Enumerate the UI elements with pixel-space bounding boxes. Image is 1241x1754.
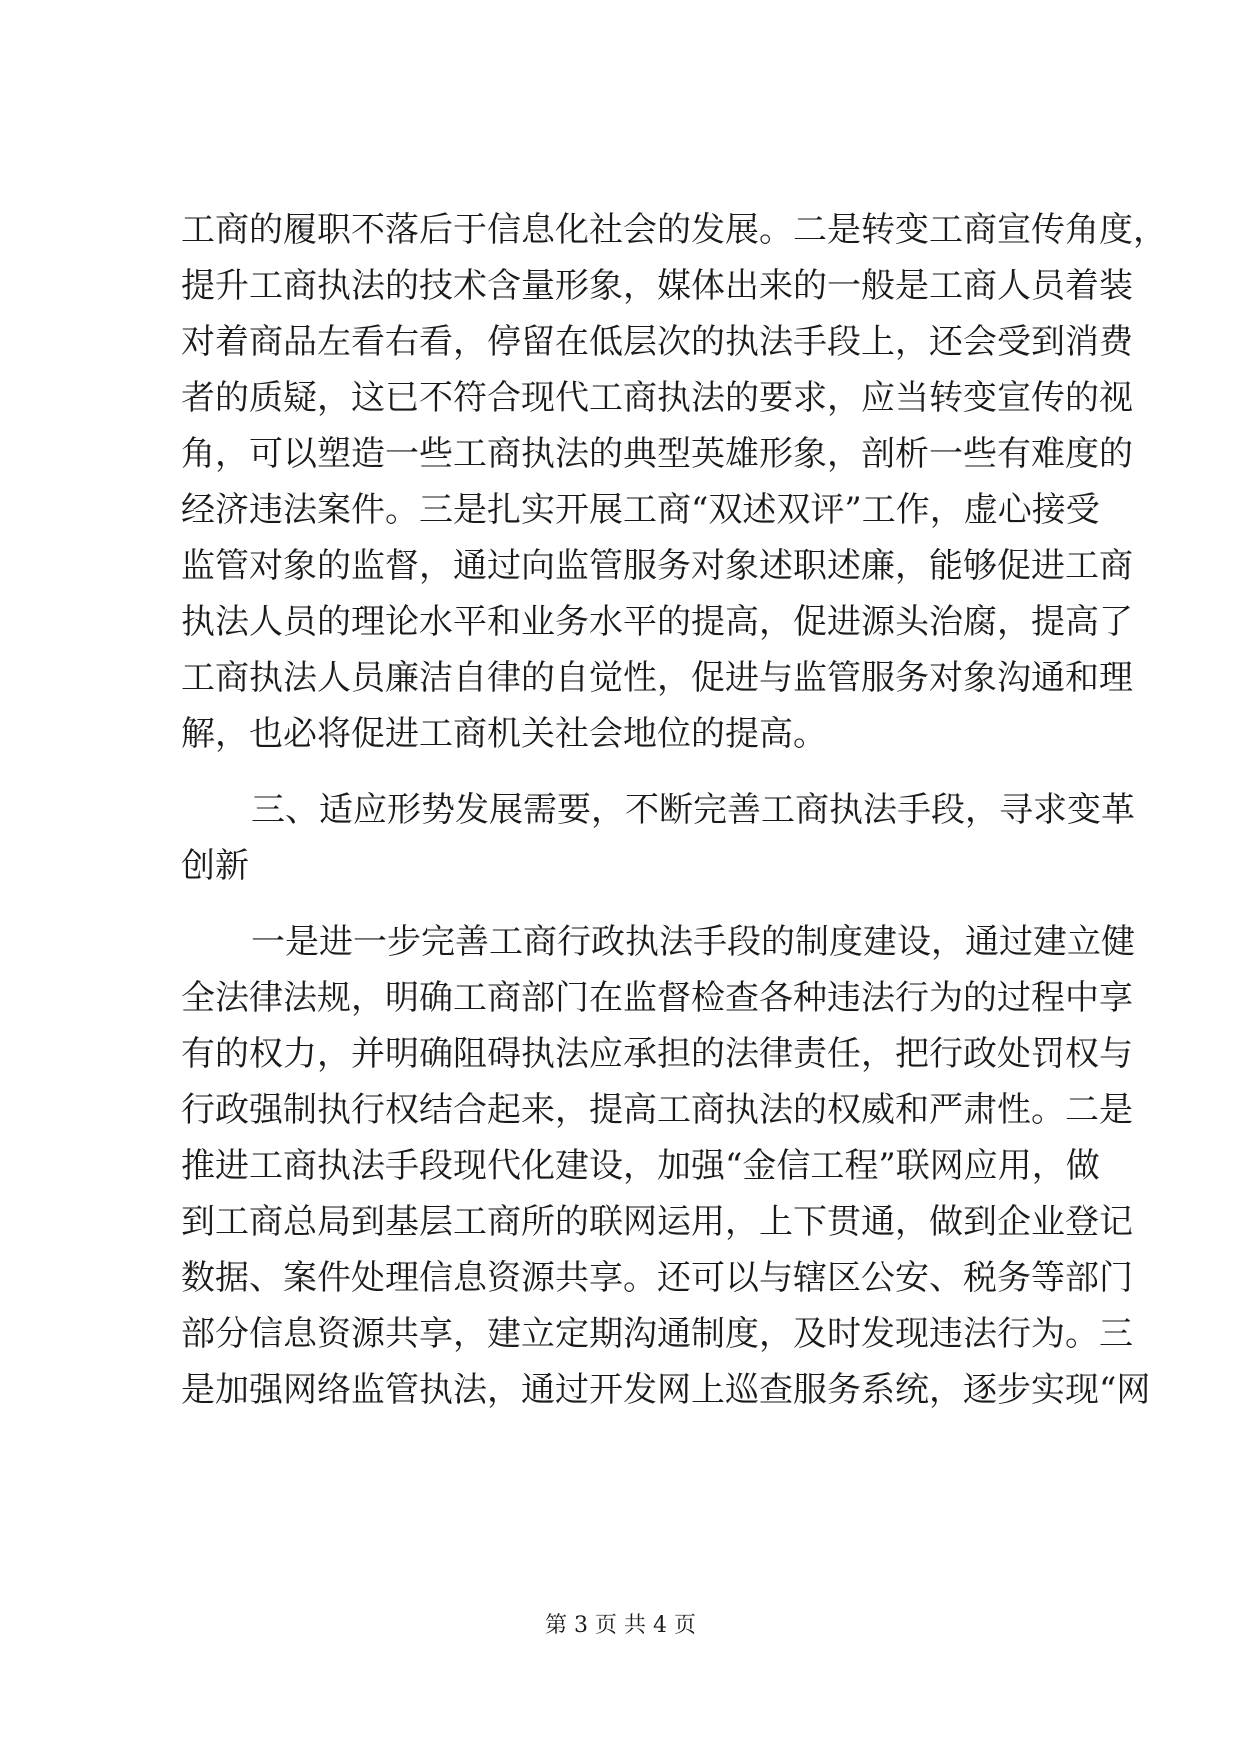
paragraph-line: 对着商品左看右看，停留在低层次的执法手段上，还会受到消费 bbox=[181, 322, 1133, 362]
section-heading-line: 创新 bbox=[181, 846, 249, 886]
paragraph-line: 一是进一步完善工商行政执法手段的制度建设，通过建立健 bbox=[251, 922, 1135, 962]
paragraph-line: 全法律法规，明确工商部门在监督检查各种违法行为的过程中享 bbox=[181, 978, 1133, 1018]
paragraph-line: 推进工商执法手段现代化建设，加强“金信工程”联网应用，做 bbox=[181, 1146, 1100, 1186]
paragraph-line: 解，也必将促进工商机关社会地位的提高。 bbox=[181, 714, 827, 754]
paragraph-line: 有的权力，并明确阻碍执法应承担的法律责任，把行政处罚权与 bbox=[181, 1034, 1133, 1074]
paragraph-line: 工商执法人员廉洁自律的自觉性，促进与监管服务对象沟通和理 bbox=[181, 658, 1133, 698]
paragraph-line: 到工商总局到基层工商所的联网运用，上下贯通，做到企业登记 bbox=[181, 1202, 1133, 1242]
page-footer: 第 3 页 共 4 页 bbox=[545, 1613, 696, 1638]
section-heading-line: 三、适应形势发展需要，不断完善工商执法手段，寻求变革 bbox=[251, 790, 1135, 830]
paragraph-line: 提升工商执法的技术含量形象，媒体出来的一般是工商人员着装 bbox=[181, 266, 1133, 306]
paragraph-line: 部分信息资源共享，建立定期沟通制度，及时发现违法行为。三 bbox=[181, 1314, 1133, 1354]
paragraph-line: 是加强网络监管执法，通过开发网上巡查服务系统，逐步实现“网 bbox=[181, 1370, 1151, 1410]
paragraph-line: 工商的履职不落后于信息化社会的发展。二是转变工商宣传角度， bbox=[181, 210, 1167, 250]
paragraph-line: 经济违法案件。三是扎实开展工商“双述双评”工作，虚心接受 bbox=[181, 490, 1100, 530]
paragraph-line: 监管对象的监督，通过向监管服务对象述职述廉，能够促进工商 bbox=[181, 546, 1133, 586]
paragraph-line: 执法人员的理论水平和业务水平的提高，促进源头治腐，提高了 bbox=[181, 602, 1133, 642]
paragraph-line: 数据、案件处理信息资源共享。还可以与辖区公安、税务等部门 bbox=[181, 1258, 1133, 1298]
paragraph-line: 角，可以塑造一些工商执法的典型英雄形象，剖析一些有难度的 bbox=[181, 434, 1133, 474]
paragraph-line: 者的质疑，这已不符合现代工商执法的要求，应当转变宣传的视 bbox=[181, 378, 1133, 418]
paragraph-line: 行政强制执行权结合起来，提高工商执法的权威和严肃性。二是 bbox=[181, 1090, 1133, 1130]
